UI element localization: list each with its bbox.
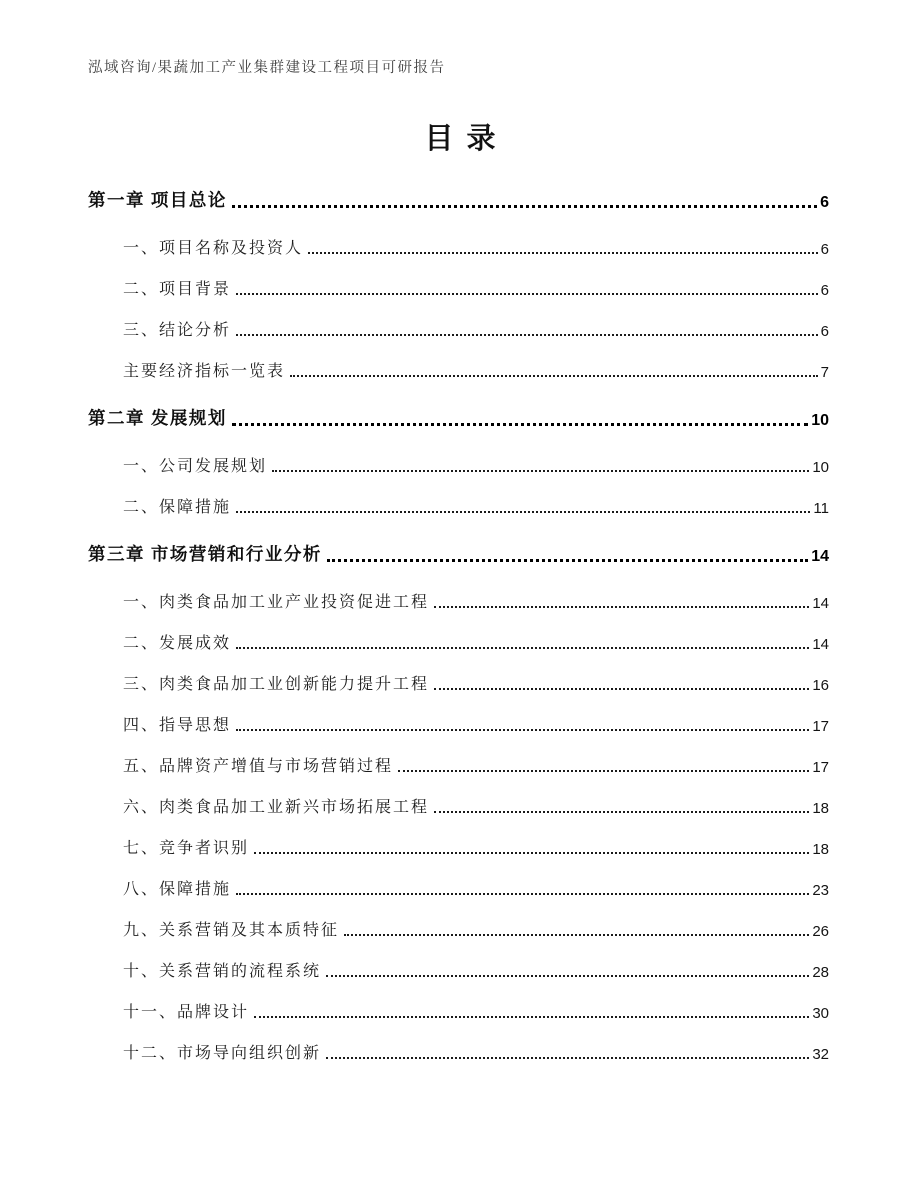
toc-entry-label: 主要经济指标一览表 [123, 363, 286, 380]
toc-entry-label: 三、结论分析 [123, 322, 232, 339]
toc-entry-page-number: 26 [812, 923, 829, 940]
toc-entry-page-number: 14 [812, 636, 829, 653]
toc-entry-label: 一、项目名称及投资人 [123, 240, 304, 257]
toc-entry-label: 九、关系营销及其本质特征 [123, 922, 340, 939]
toc-entry-chapter-2[interactable] [88, 400, 829, 430]
dot-leader [236, 334, 818, 336]
toc-entry[interactable] [88, 672, 829, 694]
toc-entry-label: 五、品牌资产增值与市场营销过程 [123, 758, 394, 775]
toc-entry-label: 六、肉类食品加工业新兴市场拓展工程 [123, 799, 430, 816]
toc-entry-label: 二、保障措施 [123, 499, 232, 516]
toc-entry[interactable] [88, 631, 829, 653]
toc-entry[interactable] [88, 1000, 829, 1022]
toc-entry-label: 十二、市场导向组织创新 [123, 1045, 322, 1062]
toc-entry[interactable] [88, 754, 829, 776]
toc-entry-label: 二、项目背景 [123, 281, 232, 298]
toc-entry-chapter-1[interactable] [88, 182, 829, 212]
dot-leader [232, 205, 817, 208]
toc-entry-label: 一、肉类食品加工业产业投资促进工程 [123, 594, 430, 611]
dot-leader [254, 1016, 809, 1018]
toc-entry[interactable] [88, 877, 829, 899]
toc-entry-page-number: 30 [812, 1005, 829, 1022]
dot-leader [232, 423, 808, 426]
dot-leader [434, 606, 809, 608]
toc-entry-page-number: 23 [812, 882, 829, 899]
toc-entry-page-number: 7 [820, 364, 829, 381]
toc-entry-label: 十一、品牌设计 [123, 1004, 250, 1021]
dot-leader [236, 647, 809, 649]
dot-leader [344, 934, 809, 936]
toc-entry-page-number: 6 [820, 241, 829, 258]
toc-entry[interactable] [88, 1041, 829, 1063]
toc-entry[interactable] [88, 454, 829, 476]
toc-entry-label: 四、指导思想 [123, 717, 232, 734]
dot-leader [236, 729, 809, 731]
dot-leader [398, 770, 809, 772]
toc-entry-label: 第一章 项目总论 [88, 190, 227, 210]
dot-leader [236, 293, 818, 295]
page-title: 目录 [424, 123, 509, 155]
toc-entry[interactable] [88, 836, 829, 858]
toc-entry-page-number: 6 [820, 323, 829, 340]
toc-entry[interactable] [88, 236, 829, 258]
toc-entry-page-number: 6 [820, 282, 829, 299]
dot-leader [434, 688, 809, 690]
toc-entry[interactable] [88, 277, 829, 299]
toc-entry-page-number: 16 [812, 677, 829, 694]
toc-entry-label: 十、关系营销的流程系统 [123, 963, 322, 980]
toc-entry-label: 八、保障措施 [123, 881, 232, 898]
toc-entry[interactable] [88, 359, 829, 381]
toc-entry-page-number: 18 [812, 841, 829, 858]
toc-entry[interactable] [88, 959, 829, 981]
toc-entry-page-number: 18 [812, 800, 829, 817]
document-header-text: 泓域咨询/果蔬加工产业集群建设工程项目可研报告 [88, 60, 446, 76]
toc-entry[interactable] [88, 318, 829, 340]
dot-leader [326, 1057, 809, 1059]
toc-entry-label: 三、肉类食品加工业创新能力提升工程 [123, 676, 430, 693]
dot-leader [326, 975, 809, 977]
toc-entry-page-number: 17 [812, 718, 829, 735]
toc-entry-page-number: 11 [813, 500, 829, 517]
toc-entry[interactable] [88, 495, 829, 517]
toc-entry[interactable] [88, 590, 829, 612]
table-of-contents [88, 182, 829, 1082]
dot-leader [272, 470, 809, 472]
dot-leader [290, 375, 818, 377]
toc-entry-label: 第三章 市场营销和行业分析 [88, 544, 322, 564]
toc-entry[interactable] [88, 713, 829, 735]
dot-leader [327, 559, 808, 562]
toc-entry-page-number: 10 [812, 459, 829, 476]
toc-entry-page-number: 32 [812, 1046, 829, 1063]
dot-leader [308, 252, 818, 254]
toc-entry-label: 第二章 发展规划 [88, 408, 227, 428]
toc-entry-page-number: 14 [812, 595, 829, 612]
toc-entry-page-number: 14 [811, 548, 829, 565]
toc-entry-chapter-3[interactable] [88, 536, 829, 566]
toc-entry-label: 七、竞争者识别 [123, 840, 250, 857]
toc-entry-page-number: 28 [812, 964, 829, 981]
dot-leader [236, 893, 809, 895]
dot-leader [254, 852, 809, 854]
toc-entry-page-number: 10 [811, 412, 829, 429]
toc-entry[interactable] [88, 795, 829, 817]
dot-leader [236, 511, 810, 513]
toc-entry-label: 二、发展成效 [123, 635, 232, 652]
toc-entry-page-number: 6 [820, 194, 829, 211]
toc-entry-page-number: 17 [812, 759, 829, 776]
dot-leader [434, 811, 809, 813]
toc-entry-label: 一、公司发展规划 [123, 458, 268, 475]
toc-entry[interactable] [88, 918, 829, 940]
